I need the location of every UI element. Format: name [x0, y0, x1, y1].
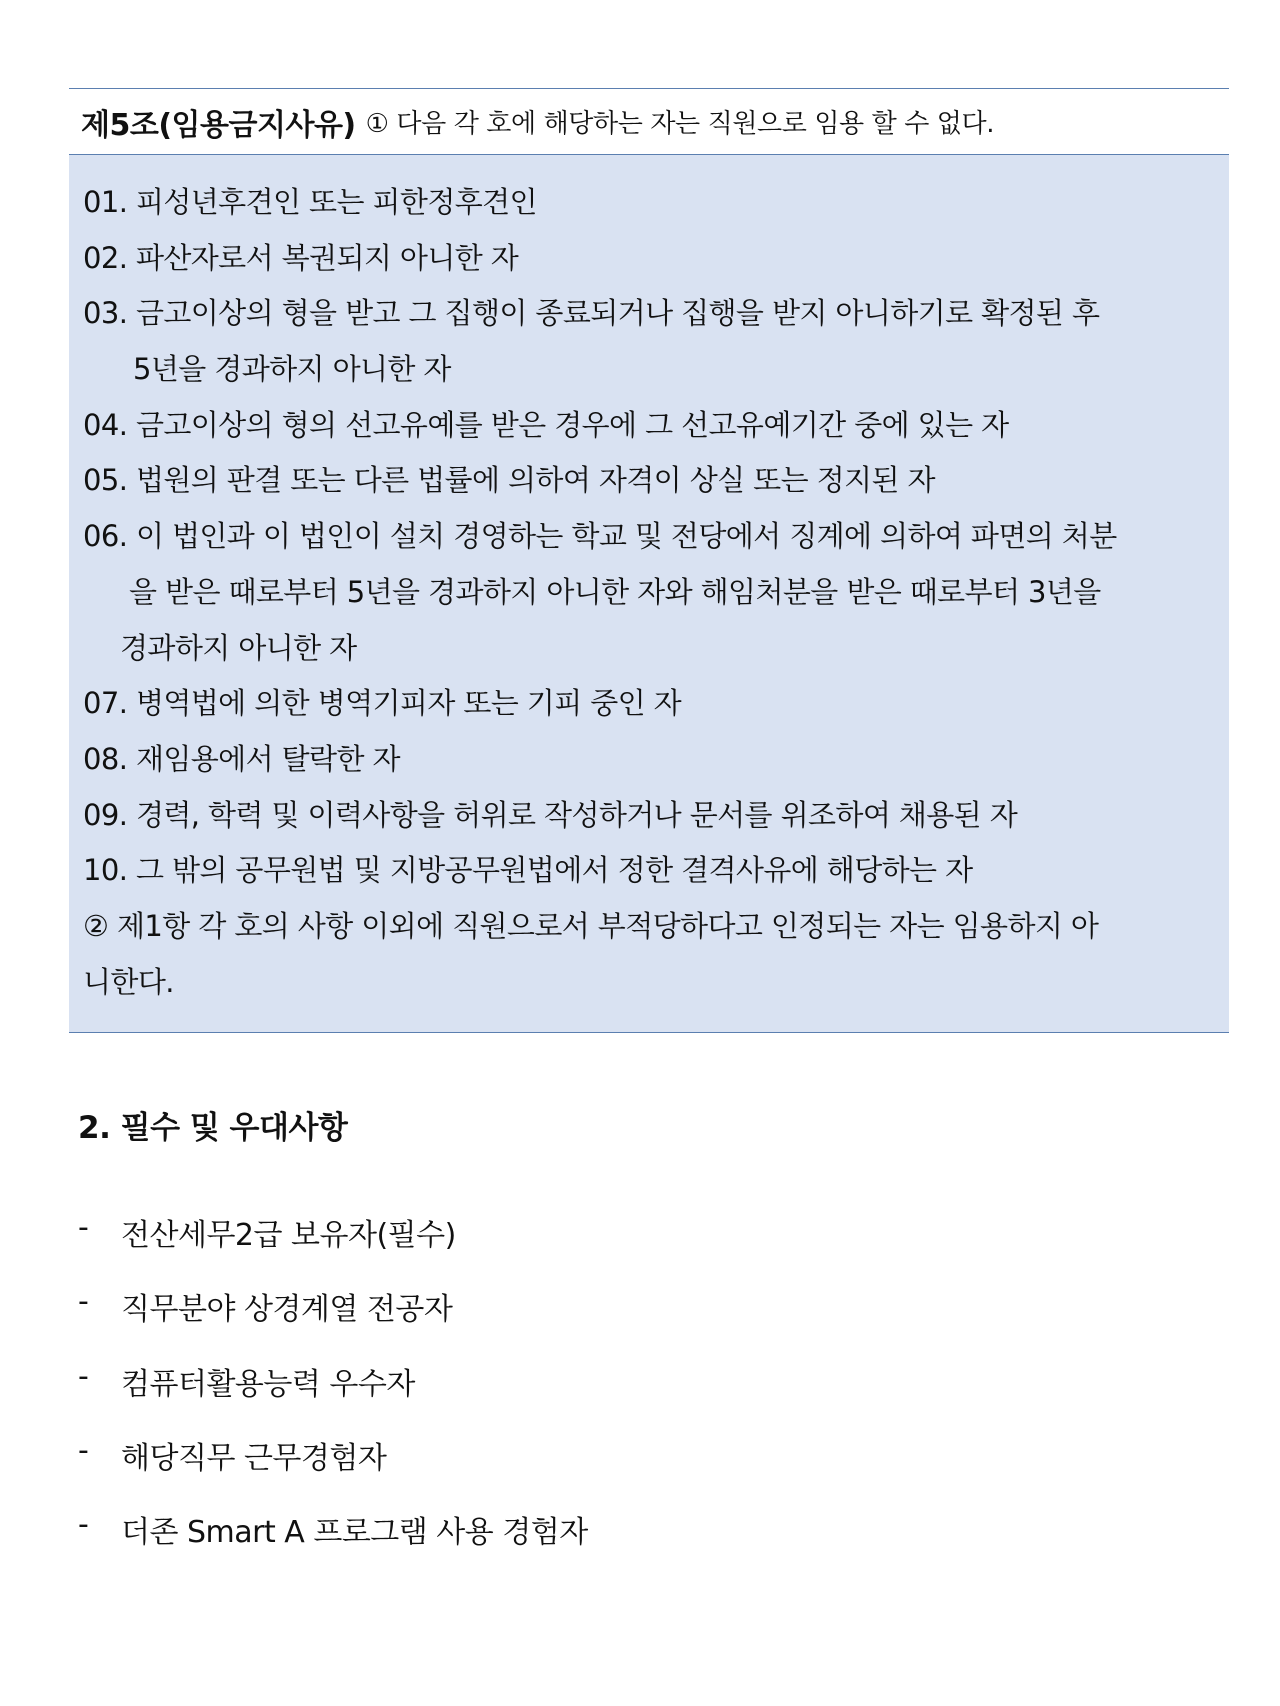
article-item-03-continued: 5년을 경과하지 아니한 자 [133, 352, 451, 387]
list-bullet: - [78, 1284, 89, 1320]
list-item [78, 1507, 588, 1581]
article-item-10: 10. 그 밖의 공무원법 및 지방공무원법에서 정한 결격사유에 해당하는 자 [83, 853, 973, 888]
article-body [69, 155, 1229, 1033]
requirements-list [78, 1210, 588, 1581]
list-bullet: - [78, 1507, 89, 1543]
article-item-06: 06. 이 법인과 이 법인이 설치 경영하는 학교 및 전당에서 징계에 의하여 파면의 처분 [83, 519, 1117, 554]
list-bullet: - [78, 1210, 89, 1245]
article-intro: ① 다음 각 호에 해당하는 자는 직원으로 임용 할 수 없다. [365, 109, 995, 139]
article-title: 제5조(임용금지사유) [81, 107, 356, 143]
article-item-07: 07. 병역법에 의한 병역기피자 또는 기피 중인 자 [83, 686, 682, 721]
article-item-06-continued: 을 받은 때로부터 5년을 경과하지 아니한 자와 해임처분을 받은 때로부터 3년을 [129, 574, 1101, 609]
article-5-box [69, 88, 1229, 1033]
article-item-09: 09. 경력, 학력 및 이력사항을 허위로 작성하거나 문서를 위조하여 채용된 자 [83, 797, 1018, 832]
list-item-text: 해당직무 근무경험자 [121, 1440, 387, 1476]
article-header [69, 88, 1229, 155]
list-item-text: 컴퓨터활용능력 우수자 [121, 1366, 415, 1402]
list-item [78, 1359, 588, 1433]
list-item [78, 1433, 588, 1507]
list-item-text: 직무분야 상경계열 전공자 [121, 1292, 453, 1328]
article-item-05: 05. 법원의 판결 또는 다른 법률에 의하여 자격이 상실 또는 정지된 자 [83, 463, 935, 498]
list-item [78, 1284, 588, 1358]
article-item-01: 01. 피성년후견인 또는 피한정후견인 [83, 185, 537, 219]
article-paragraph-2: ② 제1항 각 호의 사항 이외에 직원으로서 부적당하다고 인정되는 자는 임용하지 아 [83, 908, 1099, 943]
list-item-text: 전산세무2급 보유자(필수) [121, 1218, 456, 1253]
section-title: 2. 필수 및 우대사항 [78, 1110, 348, 1146]
article-item-04: 04. 금고이상의 형의 선고유예를 받은 경우에 그 선고유예기간 중에 있는 자 [83, 407, 1009, 442]
article-paragraph-2-continued: 니한다. [83, 964, 174, 999]
article-item-08: 08. 재임용에서 탈락한 자 [83, 741, 400, 776]
article-item-06-continued-2: 경과하지 아니한 자 [120, 630, 357, 665]
list-item [78, 1210, 588, 1284]
list-bullet: - [78, 1358, 89, 1394]
article-item-03: 03. 금고이상의 형을 받고 그 집행이 종료되거나 집행을 받지 아니하기로 확정된 후 [83, 296, 1100, 331]
list-item-text: 더존 Smart A 프로그램 사용 경험자 [121, 1515, 588, 1551]
article-item-02: 02. 파산자로서 복권되지 아니한 자 [83, 240, 519, 275]
list-bullet: - [78, 1432, 89, 1468]
